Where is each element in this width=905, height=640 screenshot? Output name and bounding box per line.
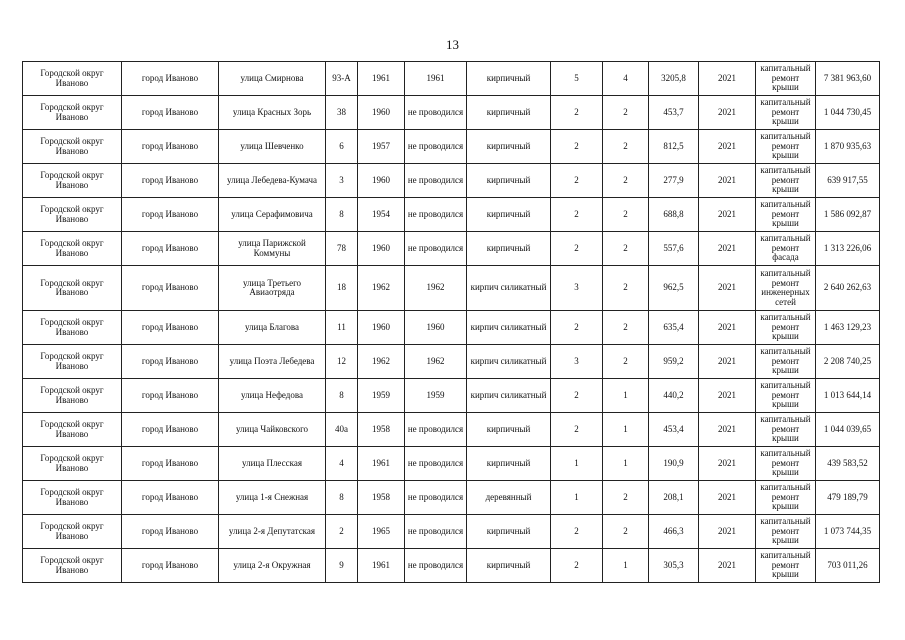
wall-material-cell: кирпич силикатный	[467, 311, 551, 345]
settlement-cell: город Иваново	[122, 515, 219, 549]
year-built-cell: 1961	[358, 447, 405, 481]
area-cell: 959,2	[649, 345, 699, 379]
house-number-cell: 78	[326, 232, 358, 266]
house-number-cell: 18	[326, 266, 358, 311]
last-repair-cell: не проводился	[405, 481, 467, 515]
wall-material-cell: кирпичный	[467, 164, 551, 198]
last-repair-cell: 1962	[405, 266, 467, 311]
table-row	[23, 130, 880, 164]
municipality-cell: Городской округ Иваново	[23, 515, 122, 549]
area-cell: 305,3	[649, 549, 699, 583]
work-type-cell: капитальный ремонт крыши	[756, 549, 816, 583]
wall-material-cell: кирпичный	[467, 447, 551, 481]
house-number-cell: 8	[326, 481, 358, 515]
floors-cell: 2	[551, 198, 603, 232]
entrances-cell: 2	[603, 266, 649, 311]
last-repair-cell: не проводился	[405, 96, 467, 130]
year-built-cell: 1959	[358, 379, 405, 413]
cost-cell: 1 013 644,14	[816, 379, 880, 413]
planned-year-cell: 2021	[699, 164, 756, 198]
planned-year-cell: 2021	[699, 447, 756, 481]
street-cell: улица Плесская	[219, 447, 326, 481]
entrances-cell: 2	[603, 130, 649, 164]
settlement-cell: город Иваново	[122, 62, 219, 96]
municipality-cell: Городской округ Иваново	[23, 164, 122, 198]
entrances-cell: 1	[603, 549, 649, 583]
table-row	[23, 198, 880, 232]
work-type-cell: капитальный ремонт крыши	[756, 130, 816, 164]
cost-cell: 1 044 730,45	[816, 96, 880, 130]
entrances-cell: 2	[603, 311, 649, 345]
area-cell: 688,8	[649, 198, 699, 232]
work-type-cell: капитальный ремонт крыши	[756, 164, 816, 198]
settlement-cell: город Иваново	[122, 232, 219, 266]
planned-year-cell: 2021	[699, 549, 756, 583]
entrances-cell: 2	[603, 515, 649, 549]
area-cell: 190,9	[649, 447, 699, 481]
street-cell: улица Чайковского	[219, 413, 326, 447]
work-type-cell: капитальный ремонт крыши	[756, 481, 816, 515]
work-type-cell: капитальный ремонт крыши	[756, 345, 816, 379]
last-repair-cell: не проводился	[405, 232, 467, 266]
floors-cell: 3	[551, 345, 603, 379]
settlement-cell: город Иваново	[122, 447, 219, 481]
municipality-cell: Городской округ Иваново	[23, 481, 122, 515]
municipality-cell: Городской округ Иваново	[23, 232, 122, 266]
last-repair-cell: не проводился	[405, 549, 467, 583]
municipality-cell: Городской округ Иваново	[23, 198, 122, 232]
settlement-cell: город Иваново	[122, 96, 219, 130]
page-number: 13	[446, 37, 459, 52]
table-row	[23, 345, 880, 379]
area-cell: 453,4	[649, 413, 699, 447]
entrances-cell: 1	[603, 413, 649, 447]
house-number-cell: 12	[326, 345, 358, 379]
planned-year-cell: 2021	[699, 413, 756, 447]
area-cell: 277,9	[649, 164, 699, 198]
settlement-cell: город Иваново	[122, 266, 219, 311]
area-cell: 812,5	[649, 130, 699, 164]
table-row	[23, 481, 880, 515]
cost-cell: 1 044 039,65	[816, 413, 880, 447]
house-number-cell: 2	[326, 515, 358, 549]
street-cell: улица Поэта Лебедева	[219, 345, 326, 379]
year-built-cell: 1958	[358, 481, 405, 515]
house-number-cell: 40а	[326, 413, 358, 447]
floors-cell: 3	[551, 266, 603, 311]
area-cell: 557,6	[649, 232, 699, 266]
entrances-cell: 1	[603, 447, 649, 481]
settlement-cell: город Иваново	[122, 198, 219, 232]
table-row	[23, 311, 880, 345]
area-cell: 466,3	[649, 515, 699, 549]
cost-cell: 7 381 963,60	[816, 62, 880, 96]
year-built-cell: 1960	[358, 96, 405, 130]
floors-cell: 2	[551, 549, 603, 583]
settlement-cell: город Иваново	[122, 481, 219, 515]
planned-year-cell: 2021	[699, 266, 756, 311]
settlement-cell: город Иваново	[122, 345, 219, 379]
planned-year-cell: 2021	[699, 345, 756, 379]
street-cell: улица Благова	[219, 311, 326, 345]
municipality-cell: Городской округ Иваново	[23, 311, 122, 345]
year-built-cell: 1962	[358, 266, 405, 311]
floors-cell: 1	[551, 481, 603, 515]
settlement-cell: город Иваново	[122, 549, 219, 583]
work-type-cell: капитальный ремонт крыши	[756, 413, 816, 447]
house-number-cell: 6	[326, 130, 358, 164]
table-row	[23, 232, 880, 266]
housing-repair-table	[22, 61, 880, 583]
municipality-cell: Городской округ Иваново	[23, 130, 122, 164]
entrances-cell: 2	[603, 164, 649, 198]
entrances-cell: 1	[603, 379, 649, 413]
wall-material-cell: кирпичный	[467, 96, 551, 130]
table-row	[23, 164, 880, 198]
year-built-cell: 1958	[358, 413, 405, 447]
street-cell: улица Лебедева-Кумача	[219, 164, 326, 198]
street-cell: улица Красных Зорь	[219, 96, 326, 130]
table-row	[23, 96, 880, 130]
year-built-cell: 1961	[358, 62, 405, 96]
table-body	[23, 62, 880, 583]
house-number-cell: 9	[326, 549, 358, 583]
year-built-cell: 1965	[358, 515, 405, 549]
entrances-cell: 2	[603, 481, 649, 515]
street-cell: улица 2-я Депутатская	[219, 515, 326, 549]
table-row	[23, 379, 880, 413]
street-cell: улица 2-я Окружная	[219, 549, 326, 583]
cost-cell: 1 870 935,63	[816, 130, 880, 164]
planned-year-cell: 2021	[699, 198, 756, 232]
settlement-cell: город Иваново	[122, 413, 219, 447]
area-cell: 962,5	[649, 266, 699, 311]
settlement-cell: город Иваново	[122, 379, 219, 413]
year-built-cell: 1960	[358, 311, 405, 345]
last-repair-cell: 1959	[405, 379, 467, 413]
year-built-cell: 1954	[358, 198, 405, 232]
last-repair-cell: 1962	[405, 345, 467, 379]
last-repair-cell: не проводился	[405, 413, 467, 447]
settlement-cell: город Иваново	[122, 130, 219, 164]
work-type-cell: капитальный ремонт фасада	[756, 232, 816, 266]
wall-material-cell: деревянный	[467, 481, 551, 515]
house-number-cell: 3	[326, 164, 358, 198]
floors-cell: 2	[551, 413, 603, 447]
entrances-cell: 2	[603, 345, 649, 379]
area-cell: 3205,8	[649, 62, 699, 96]
municipality-cell: Городской округ Иваново	[23, 96, 122, 130]
floors-cell: 2	[551, 164, 603, 198]
cost-cell: 2 640 262,63	[816, 266, 880, 311]
floors-cell: 2	[551, 130, 603, 164]
year-built-cell: 1960	[358, 232, 405, 266]
work-type-cell: капитальный ремонт крыши	[756, 379, 816, 413]
year-built-cell: 1960	[358, 164, 405, 198]
work-type-cell: капитальный ремонт инженерных сетей	[756, 266, 816, 311]
wall-material-cell: кирпич силикатный	[467, 379, 551, 413]
settlement-cell: город Иваново	[122, 311, 219, 345]
table-row	[23, 266, 880, 311]
street-cell: улица Третьего Авиаотряда	[219, 266, 326, 311]
entrances-cell: 2	[603, 232, 649, 266]
cost-cell: 703 011,26	[816, 549, 880, 583]
wall-material-cell: кирпич силикатный	[467, 345, 551, 379]
house-number-cell: 4	[326, 447, 358, 481]
cost-cell: 439 583,52	[816, 447, 880, 481]
area-cell: 453,7	[649, 96, 699, 130]
work-type-cell: капитальный ремонт крыши	[756, 96, 816, 130]
area-cell: 208,1	[649, 481, 699, 515]
cost-cell: 2 208 740,25	[816, 345, 880, 379]
floors-cell: 2	[551, 232, 603, 266]
municipality-cell: Городской округ Иваново	[23, 62, 122, 96]
last-repair-cell: не проводился	[405, 130, 467, 164]
street-cell: улица 1-я Снежная	[219, 481, 326, 515]
cost-cell: 1 073 744,35	[816, 515, 880, 549]
planned-year-cell: 2021	[699, 232, 756, 266]
street-cell: улица Шевченко	[219, 130, 326, 164]
table-row	[23, 515, 880, 549]
area-cell: 635,4	[649, 311, 699, 345]
street-cell: улица Нефедова	[219, 379, 326, 413]
municipality-cell: Городской округ Иваново	[23, 379, 122, 413]
year-built-cell: 1961	[358, 549, 405, 583]
house-number-cell: 11	[326, 311, 358, 345]
table-row	[23, 413, 880, 447]
entrances-cell: 2	[603, 198, 649, 232]
cost-cell: 1 586 092,87	[816, 198, 880, 232]
house-number-cell: 93-А	[326, 62, 358, 96]
floors-cell: 1	[551, 447, 603, 481]
municipality-cell: Городской округ Иваново	[23, 549, 122, 583]
house-number-cell: 38	[326, 96, 358, 130]
wall-material-cell: кирпичный	[467, 413, 551, 447]
floors-cell: 2	[551, 515, 603, 549]
house-number-cell: 8	[326, 379, 358, 413]
municipality-cell: Городской округ Иваново	[23, 413, 122, 447]
year-built-cell: 1957	[358, 130, 405, 164]
planned-year-cell: 2021	[699, 515, 756, 549]
last-repair-cell: не проводился	[405, 198, 467, 232]
wall-material-cell: кирпич силикатный	[467, 266, 551, 311]
wall-material-cell: кирпичный	[467, 549, 551, 583]
table-row	[23, 62, 880, 96]
wall-material-cell: кирпичный	[467, 198, 551, 232]
work-type-cell: капитальный ремонт крыши	[756, 447, 816, 481]
municipality-cell: Городской округ Иваново	[23, 345, 122, 379]
last-repair-cell: 1960	[405, 311, 467, 345]
wall-material-cell: кирпичный	[467, 62, 551, 96]
floors-cell: 2	[551, 311, 603, 345]
cost-cell: 479 189,79	[816, 481, 880, 515]
last-repair-cell: не проводился	[405, 164, 467, 198]
street-cell: улица Смирнова	[219, 62, 326, 96]
work-type-cell: капитальный ремонт крыши	[756, 198, 816, 232]
settlement-cell: город Иваново	[122, 164, 219, 198]
cost-cell: 639 917,55	[816, 164, 880, 198]
planned-year-cell: 2021	[699, 130, 756, 164]
planned-year-cell: 2021	[699, 96, 756, 130]
floors-cell: 5	[551, 62, 603, 96]
floors-cell: 2	[551, 96, 603, 130]
table-row	[23, 549, 880, 583]
planned-year-cell: 2021	[699, 62, 756, 96]
street-cell: улица Серафимовича	[219, 198, 326, 232]
last-repair-cell: не проводился	[405, 515, 467, 549]
table-row	[23, 447, 880, 481]
area-cell: 440,2	[649, 379, 699, 413]
street-cell: улица Парижской Коммуны	[219, 232, 326, 266]
entrances-cell: 2	[603, 96, 649, 130]
entrances-cell: 4	[603, 62, 649, 96]
house-number-cell: 8	[326, 198, 358, 232]
year-built-cell: 1962	[358, 345, 405, 379]
planned-year-cell: 2021	[699, 481, 756, 515]
planned-year-cell: 2021	[699, 379, 756, 413]
last-repair-cell: 1961	[405, 62, 467, 96]
work-type-cell: капитальный ремонт крыши	[756, 515, 816, 549]
cost-cell: 1 313 226,06	[816, 232, 880, 266]
cost-cell: 1 463 129,23	[816, 311, 880, 345]
planned-year-cell: 2021	[699, 311, 756, 345]
floors-cell: 2	[551, 379, 603, 413]
wall-material-cell: кирпичный	[467, 232, 551, 266]
wall-material-cell: кирпичный	[467, 130, 551, 164]
work-type-cell: капитальный ремонт крыши	[756, 62, 816, 96]
municipality-cell: Городской округ Иваново	[23, 266, 122, 311]
municipality-cell: Городской округ Иваново	[23, 447, 122, 481]
work-type-cell: капитальный ремонт крыши	[756, 311, 816, 345]
last-repair-cell: не проводился	[405, 447, 467, 481]
wall-material-cell: кирпичный	[467, 515, 551, 549]
